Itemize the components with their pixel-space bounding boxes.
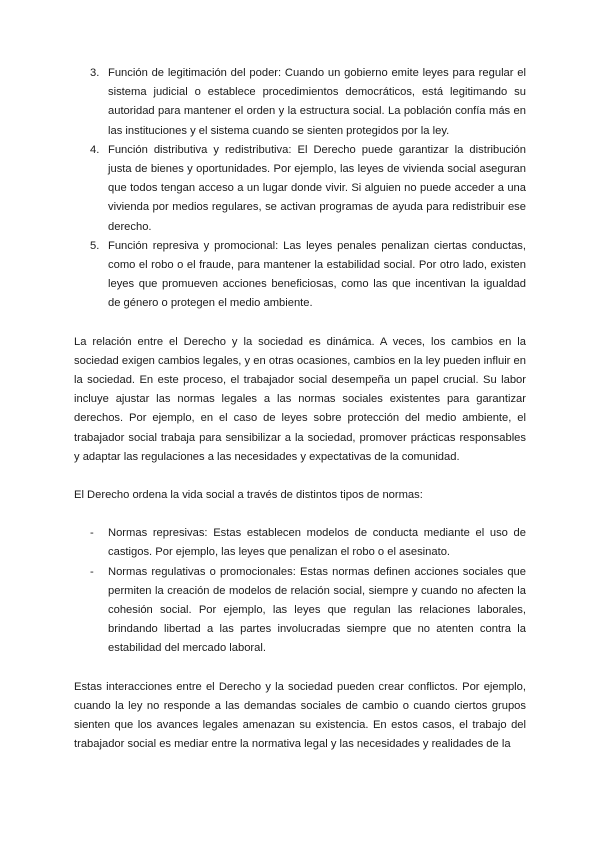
paragraph-conflicts: Estas interacciones entre el Derecho y la sociedad pueden crear conflictos. Por ejemplo, cuando la ley no responde a las demandas sociales de cambio o cuando ciertos grupos sienten que los avances legales amenazan su existencia. En estos casos, el trabajo del trabajador social es mediar entre la normativa legal y las necesidades y realidades de la <box>74 680 526 751</box>
spacer <box>74 314 526 333</box>
paragraph-norm-types-intro: El Derecho ordena la vida social a través de distintos tipos de normas: <box>74 489 423 502</box>
dash-marker: - <box>90 527 94 540</box>
list-item-text: Función represiva y promocional: Las leyes penales penalizan ciertas conductas, como el robo o el fraude, para mantener la estabilidad social. Por otro lado, existen leyes que promueven acciones beneficiosas, como las que incentivan la igualdad de género o protegen el medio ambiente. <box>108 239 526 310</box>
list-number: 3. <box>90 67 100 79</box>
list-item-text: Normas represivas: Estas establecen modelos de conducta mediante el uso de castigos. Por ejemplo, las leyes que penalizan el robo o el asesinato. <box>108 527 526 559</box>
spacer <box>74 659 526 678</box>
list-item-legitimation <box>74 64 526 141</box>
paragraph-law-society-relation: La relación entre el Derecho y la sociedad es dinámica. A veces, los cambios en la sociedad exigen cambios legales, y en otras ocasiones, cambios en la ley pueden influir en la sociedad. En este proceso, el trabajador social desempeña un papel crucial. Su labor incluye ajustar las normas legales a las normas sociales existentes para garantizar derechos. Por ejemplo, en el caso de leyes sobre protección del medio ambiente, el trabajador social trabaja para sensibilizar a la sociedad, promover prácticas responsables y adaptar las regulaciones a las necesidades y expectativas de la comunidad. <box>74 335 526 463</box>
list-item-text: Función de legitimación del poder: Cuando un gobierno emite leyes para regular el sistema judicial o establece procedimientos democráticos, está legitimando su autoridad para mantener el orden y la estructura social. La población confía más en las instituciones y el sistema cuando se sienten protegidos por la ley. <box>108 67 526 137</box>
dash-marker: - <box>90 565 94 578</box>
spacer <box>74 505 526 524</box>
list-item-text: Normas regulativas o promocionales: Estas normas definen acciones sociales que permiten la creación de modelos de relación social, siempre y cuando no afecten la cohesión social. Por ejemplo, las leyes que regulan las relaciones laborales, brindando libertad a las partes involucradas siempre que no atenten contra la estabilidad del mercado laboral. <box>108 565 526 655</box>
functions-numbered-list <box>74 64 526 314</box>
list-item-regulative-norms <box>74 563 526 659</box>
list-item-repressive-norms <box>74 524 526 562</box>
spacer <box>74 467 526 486</box>
norm-types-dash-list <box>74 524 526 658</box>
list-number: 4. <box>90 143 100 156</box>
document-page <box>74 64 526 755</box>
list-item-text: Función distributiva y redistributiva: El Derecho puede garantizar la distribución justa de bienes y oportunidades. Por ejemplo, las leyes de vivienda social aseguran que todos tengan acceso a un lugar donde vivir. Si alguien no puede acceder a una vivienda por medios regulares, se activan programas de ayuda para redistribuir ese derecho. <box>108 143 526 233</box>
list-item-distributive <box>74 141 526 237</box>
list-number: 5. <box>90 239 100 252</box>
list-item-repressive-promotional <box>74 237 526 314</box>
